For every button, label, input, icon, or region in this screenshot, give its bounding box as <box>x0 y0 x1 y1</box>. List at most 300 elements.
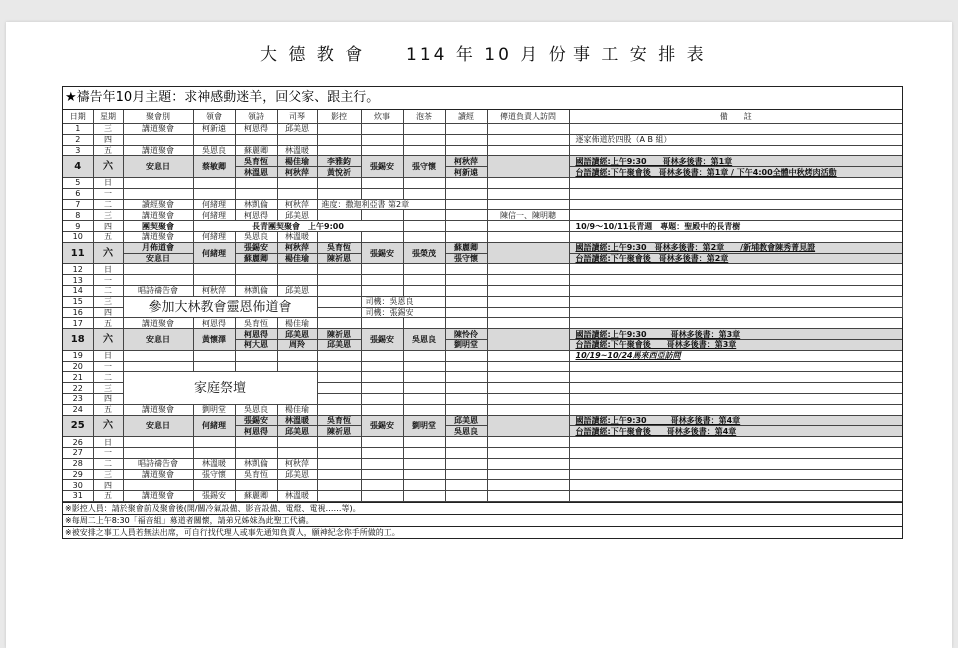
tea-cell: 張守懷 <box>403 156 445 178</box>
visit-cell <box>487 177 569 188</box>
reading-cell <box>445 350 487 361</box>
pianist-cell: 柯秋萍 <box>277 167 317 178</box>
reading-cell: 陳怜伶 <box>445 329 487 340</box>
reading-cell <box>445 275 487 286</box>
table-row <box>63 264 902 275</box>
date-cell: 2 <box>63 134 93 145</box>
tea-cell: 劉明堂 <box>403 415 445 437</box>
driver-cell: 司機：張錫安 <box>361 307 445 318</box>
av-cell <box>317 231 361 242</box>
weekday-cell: 六 <box>93 415 123 437</box>
meeting-cell: 唱詩禱告會 <box>123 285 193 296</box>
song-leader-cell: 林凱倫 <box>235 285 277 296</box>
leader-cell: 柯秋萍 <box>193 285 235 296</box>
tea-cell <box>403 221 445 232</box>
weekday-cell: 二 <box>93 458 123 469</box>
cook-cell <box>361 458 403 469</box>
table-row <box>63 447 902 458</box>
meeting-cell: 安息日 <box>123 415 193 437</box>
cook-cell: 張錫安 <box>361 156 403 178</box>
progress-note-cell: 進度：撒迦利亞書 第2章 <box>317 199 445 210</box>
note-line: ※被安排之事工人員若無法出席，可自行找代理人或事先通知負責人，願神紀念你手所做的工。 <box>63 526 902 538</box>
visit-cell <box>487 275 569 286</box>
reading-cell <box>445 447 487 458</box>
reading-cell <box>445 145 487 156</box>
table-row <box>63 361 902 372</box>
song-leader-cell <box>235 188 277 199</box>
song-leader-cell <box>235 264 277 275</box>
leader-cell <box>193 447 235 458</box>
reading-cell <box>445 458 487 469</box>
date-cell: 23 <box>63 393 93 404</box>
remark-cell <box>569 480 902 491</box>
tea-cell <box>403 437 445 448</box>
date-cell: 4 <box>63 156 93 178</box>
song-leader-cell: 柯恩得 <box>235 210 277 221</box>
tea-cell <box>403 404 445 415</box>
date-cell: 16 <box>63 307 93 318</box>
visit-cell <box>487 318 569 329</box>
leader-cell <box>193 264 235 275</box>
visit-cell <box>487 231 569 242</box>
date-cell: 15 <box>63 296 93 307</box>
visit-cell <box>487 361 569 372</box>
cook-cell <box>361 469 403 480</box>
visit-cell <box>487 404 569 415</box>
date-cell: 26 <box>63 437 93 448</box>
reading-cell <box>445 231 487 242</box>
cook-cell <box>361 491 403 502</box>
reading-cell <box>445 372 487 383</box>
pianist-cell <box>277 350 317 361</box>
remark-cell <box>569 231 902 242</box>
song-leader-cell: 柯恩得 <box>235 329 277 340</box>
reading-cell: 柯秋萍 <box>445 156 487 167</box>
reading-cell <box>445 221 487 232</box>
remark-cell: 10/9～10/11長青週 專題：聖殿中的長青樹 <box>569 221 902 232</box>
reading-cell <box>445 404 487 415</box>
pianist-cell <box>277 480 317 491</box>
pianist-cell: 楊佳瑜 <box>277 318 317 329</box>
av-cell <box>317 491 361 502</box>
av-cell <box>317 404 361 415</box>
visit-cell <box>487 350 569 361</box>
cook-cell <box>361 145 403 156</box>
table-row <box>63 372 902 383</box>
table-row <box>63 318 902 329</box>
schedule-frame <box>62 86 903 539</box>
weekday-cell: 三 <box>93 296 123 307</box>
av-cell <box>317 296 361 307</box>
note-line: ※影控人員：請於聚會前及聚會後(開/關冷氣設備、影音設備、電燈、電視……等)。 <box>63 502 902 514</box>
tea-cell <box>403 491 445 502</box>
column-header: 星期 <box>93 110 123 124</box>
visit-cell <box>487 458 569 469</box>
weekday-cell: 三 <box>93 469 123 480</box>
schedule-body <box>63 110 902 501</box>
remark-cell: 國語讀經:上午9:30 哥林多後書：第4章 <box>569 415 902 426</box>
cook-cell <box>361 275 403 286</box>
tea-cell <box>403 231 445 242</box>
meeting-cell: 安息日 <box>123 329 193 351</box>
tea-cell <box>445 307 487 318</box>
meeting-cell: 團契聚會 <box>123 221 193 232</box>
weekday-cell: 二 <box>93 285 123 296</box>
meeting-cell: 講道聚會 <box>123 318 193 329</box>
remark-cell: 台語讀經:下午聚會後 哥林多後書：第3章 <box>569 339 902 350</box>
column-header: 讀經 <box>445 110 487 124</box>
date-cell: 8 <box>63 210 93 221</box>
tea-cell <box>403 177 445 188</box>
song-leader-cell <box>235 361 277 372</box>
song-leader-cell <box>235 480 277 491</box>
av-cell <box>317 124 361 135</box>
weekday-cell: 一 <box>93 188 123 199</box>
visit-cell <box>487 199 569 210</box>
weekday-cell: 一 <box>93 275 123 286</box>
pianist-cell <box>277 177 317 188</box>
visit-cell <box>487 383 569 394</box>
pianist-cell <box>277 188 317 199</box>
remark-cell: 國語讀經:上午9:30 哥林多後書：第3章 <box>569 329 902 340</box>
table-row <box>63 156 902 167</box>
cook-cell <box>361 404 403 415</box>
song-leader-cell <box>235 447 277 458</box>
column-header: 傳道負責人訪問 <box>487 110 569 124</box>
remark-cell <box>569 393 902 404</box>
reading-cell <box>487 296 569 307</box>
reading-cell <box>445 318 487 329</box>
av-cell: 李雅鈞 <box>317 156 361 167</box>
visit-cell <box>487 242 569 264</box>
remark-cell <box>569 264 902 275</box>
table-row <box>63 110 902 124</box>
song-leader-cell: 林凱倫 <box>235 199 277 210</box>
crusade-merged-cell: 參加大林教會靈恩佈道會 <box>123 296 317 318</box>
tea-cell <box>403 210 445 221</box>
leader-cell: 張錫安 <box>193 491 235 502</box>
visit-cell <box>487 188 569 199</box>
tea-cell <box>403 264 445 275</box>
cook-cell: 張錫安 <box>361 329 403 351</box>
reading-cell <box>445 393 487 404</box>
leader-cell <box>193 275 235 286</box>
table-row <box>63 221 902 232</box>
meeting-cell: 月佈道會 <box>123 242 193 253</box>
table-row <box>63 296 902 307</box>
leader-cell <box>193 188 235 199</box>
av-cell: 陳祈恩 <box>317 329 361 340</box>
date-cell: 25 <box>63 415 93 437</box>
date-cell: 21 <box>63 372 93 383</box>
weekday-cell: 四 <box>93 134 123 145</box>
pianist-cell <box>277 275 317 286</box>
av-cell <box>317 350 361 361</box>
weekday-cell: 六 <box>93 156 123 178</box>
weekday-cell: 二 <box>93 372 123 383</box>
meeting-cell <box>123 275 193 286</box>
cook-cell <box>361 447 403 458</box>
tea-cell <box>403 145 445 156</box>
song-leader-cell: 張錫安 <box>235 415 277 426</box>
av-cell <box>317 275 361 286</box>
tea-cell <box>403 480 445 491</box>
table-row <box>63 415 902 426</box>
date-cell: 29 <box>63 469 93 480</box>
song-leader-cell: 吳育恆 <box>235 156 277 167</box>
song-leader-cell <box>235 134 277 145</box>
reading-cell <box>445 177 487 188</box>
column-header: 影控 <box>317 110 361 124</box>
av-cell: 邱美恩 <box>317 339 361 350</box>
column-header: 聚會別 <box>123 110 193 124</box>
meeting-cell: 講道聚會 <box>123 404 193 415</box>
remark-cell <box>569 361 902 372</box>
date-cell: 12 <box>63 264 93 275</box>
song-leader-cell: 吳恩良 <box>235 231 277 242</box>
tea-cell <box>403 372 445 383</box>
weekday-cell: 日 <box>93 437 123 448</box>
visit-cell <box>569 296 902 307</box>
visit-cell <box>487 145 569 156</box>
remark-cell <box>569 458 902 469</box>
pianist-cell: 林溫暖 <box>277 145 317 156</box>
tea-cell <box>403 469 445 480</box>
remark-cell <box>569 285 902 296</box>
av-cell: 陳祈恩 <box>317 253 361 264</box>
reading-cell <box>445 210 487 221</box>
table-row <box>63 437 902 448</box>
meeting-cell <box>123 264 193 275</box>
cook-cell <box>361 285 403 296</box>
tea-cell <box>403 285 445 296</box>
pianist-cell <box>277 264 317 275</box>
reading-cell <box>445 480 487 491</box>
av-cell <box>317 447 361 458</box>
cook-cell <box>361 350 403 361</box>
table-row <box>63 458 902 469</box>
weekday-cell: 三 <box>93 124 123 135</box>
remark-cell: 台語讀經:下午聚會後 哥林多後書：第1章 / 下午4:00全體中秋烤肉活動 <box>569 167 902 178</box>
av-cell <box>317 437 361 448</box>
tea-cell <box>403 124 445 135</box>
pianist-cell: 邱美恩 <box>277 210 317 221</box>
meeting-cell: 安息日 <box>123 156 193 178</box>
av-cell <box>317 307 361 318</box>
cook-cell: 張錫安 <box>361 415 403 437</box>
visit-cell <box>487 285 569 296</box>
weekday-cell: 三 <box>93 383 123 394</box>
weekday-cell: 二 <box>93 199 123 210</box>
table-row <box>63 124 902 135</box>
month-label: 114 年 10 月 份 <box>406 45 569 65</box>
date-cell: 22 <box>63 383 93 394</box>
remark-cell <box>569 188 902 199</box>
pianist-cell: 林溫暖 <box>277 415 317 426</box>
pianist-cell: 楊佳瑜 <box>277 253 317 264</box>
remark-cell: 10/19~10/24馬來西亞訪問 <box>569 350 902 361</box>
av-cell <box>317 134 361 145</box>
leader-cell <box>193 350 235 361</box>
av-cell <box>317 458 361 469</box>
visit-cell <box>487 329 569 351</box>
song-leader-cell: 張錫安 <box>235 242 277 253</box>
meeting-cell: 讀經聚會 <box>123 199 193 210</box>
visit-cell <box>487 264 569 275</box>
av-cell <box>317 264 361 275</box>
date-cell: 30 <box>63 480 93 491</box>
table-row <box>63 329 902 340</box>
tea-cell: 張榮茂 <box>403 242 445 264</box>
weekday-cell: 四 <box>93 307 123 318</box>
visit-cell: 陳信一、陳明聰 <box>487 210 569 221</box>
date-cell: 6 <box>63 188 93 199</box>
date-cell: 3 <box>63 145 93 156</box>
table-row <box>63 210 902 221</box>
cook-cell <box>361 372 403 383</box>
reading-cell <box>445 199 487 210</box>
meeting-cell <box>123 361 193 372</box>
pianist-cell: 邱美恩 <box>277 285 317 296</box>
pianist-cell: 林溫暖 <box>277 231 317 242</box>
remark-cell: 國語讀經:上午9:30 哥林多後書：第1章 <box>569 156 902 167</box>
cook-cell <box>361 134 403 145</box>
song-leader-cell: 蘇麗卿 <box>235 253 277 264</box>
visit-cell <box>487 469 569 480</box>
av-cell <box>317 361 361 372</box>
meeting-cell: 講道聚會 <box>123 491 193 502</box>
remark-cell <box>569 447 902 458</box>
tea-cell <box>403 350 445 361</box>
date-cell: 13 <box>63 275 93 286</box>
visit-cell <box>487 221 569 232</box>
column-header: 領詩 <box>235 110 277 124</box>
date-cell: 17 <box>63 318 93 329</box>
remark-cell: 逐家佈道於四股（A B 組） <box>569 134 902 145</box>
note-line: ※每周二上午8:30「福音組」募道者關懷，請弟兄姊妹為此聖工代禱。 <box>63 514 902 526</box>
date-cell: 19 <box>63 350 93 361</box>
tea-cell <box>403 458 445 469</box>
visit-cell <box>487 491 569 502</box>
weekday-cell: 五 <box>93 404 123 415</box>
reading-cell <box>445 188 487 199</box>
tea-cell <box>403 393 445 404</box>
meeting-cell: 唱詩禱告會 <box>123 458 193 469</box>
pianist-cell <box>277 437 317 448</box>
pianist-cell: 邱美恩 <box>277 124 317 135</box>
song-leader-cell <box>235 437 277 448</box>
date-cell: 31 <box>63 491 93 502</box>
pianist-cell <box>277 134 317 145</box>
weekday-cell: 一 <box>93 361 123 372</box>
visit-cell <box>487 393 569 404</box>
song-leader-cell: 蘇麗卿 <box>235 491 277 502</box>
meeting-cell <box>123 134 193 145</box>
leader-cell: 柯新遠 <box>193 124 235 135</box>
weekday-cell: 一 <box>93 447 123 458</box>
leader-cell: 何緒理 <box>193 242 235 264</box>
cook-cell <box>361 264 403 275</box>
visit-cell <box>487 134 569 145</box>
leader-cell: 何緒理 <box>193 210 235 221</box>
leader-cell: 蔡敏卿 <box>193 156 235 178</box>
pianist-cell: 邱美恩 <box>277 426 317 437</box>
remark-cell: 國語讀經:上午9:30 哥林多後書：第2章 /新埔教會陳秀菁見證 <box>569 242 902 253</box>
column-header: 日期 <box>63 110 93 124</box>
av-cell <box>317 210 361 221</box>
weekday-cell: 五 <box>93 318 123 329</box>
church-name: 大 德 教 會 <box>260 45 366 65</box>
song-leader-cell: 吳育恆 <box>235 318 277 329</box>
remark-cell <box>569 318 902 329</box>
reading-cell: 柯新遠 <box>445 167 487 178</box>
tea-cell <box>403 188 445 199</box>
av-cell <box>317 480 361 491</box>
pianist-cell: 楊佳瑜 <box>277 404 317 415</box>
cook-cell <box>361 231 403 242</box>
reading-cell: 劉明堂 <box>445 339 487 350</box>
schedule-table <box>63 110 902 502</box>
date-cell: 18 <box>63 329 93 351</box>
meeting-cell: 安息日 <box>123 253 193 264</box>
cook-cell <box>361 393 403 404</box>
leader-cell: 何緒理 <box>193 199 235 210</box>
leader-cell <box>193 437 235 448</box>
tea-cell <box>403 361 445 372</box>
av-cell <box>317 145 361 156</box>
remark-cell <box>569 491 902 502</box>
song-leader-cell <box>235 177 277 188</box>
cook-cell <box>361 124 403 135</box>
table-row <box>63 285 902 296</box>
weekday-cell: 五 <box>93 491 123 502</box>
reading-cell <box>445 285 487 296</box>
table-row <box>63 177 902 188</box>
table-row <box>63 188 902 199</box>
av-cell <box>317 383 361 394</box>
av-cell: 陳祈恩 <box>317 426 361 437</box>
date-cell: 10 <box>63 231 93 242</box>
av-cell <box>317 372 361 383</box>
date-cell: 7 <box>63 199 93 210</box>
song-leader-cell: 林凱倫 <box>235 458 277 469</box>
table-row <box>63 134 902 145</box>
cook-cell <box>361 210 403 221</box>
song-leader-cell: 吳育恆 <box>235 469 277 480</box>
reading-cell <box>445 383 487 394</box>
date-cell: 27 <box>63 447 93 458</box>
table-row <box>63 469 902 480</box>
schedule-name: 事 工 安 排 表 <box>573 45 707 65</box>
meeting-cell: 講道聚會 <box>123 210 193 221</box>
meeting-cell <box>123 447 193 458</box>
meeting-cell <box>123 437 193 448</box>
remark-cell <box>569 404 902 415</box>
weekday-cell: 四 <box>93 221 123 232</box>
date-cell: 1 <box>63 124 93 135</box>
remark-cell <box>569 145 902 156</box>
fellowship-note-cell: 長青團契聚會 上午9:00 <box>193 221 403 232</box>
date-cell: 28 <box>63 458 93 469</box>
av-cell <box>317 469 361 480</box>
pianist-cell: 周羚 <box>277 339 317 350</box>
notes-section <box>63 502 902 539</box>
remark-cell <box>569 124 902 135</box>
cook-cell <box>361 437 403 448</box>
meeting-cell: 講道聚會 <box>123 469 193 480</box>
meeting-cell: 講道聚會 <box>123 231 193 242</box>
visit-cell <box>487 447 569 458</box>
